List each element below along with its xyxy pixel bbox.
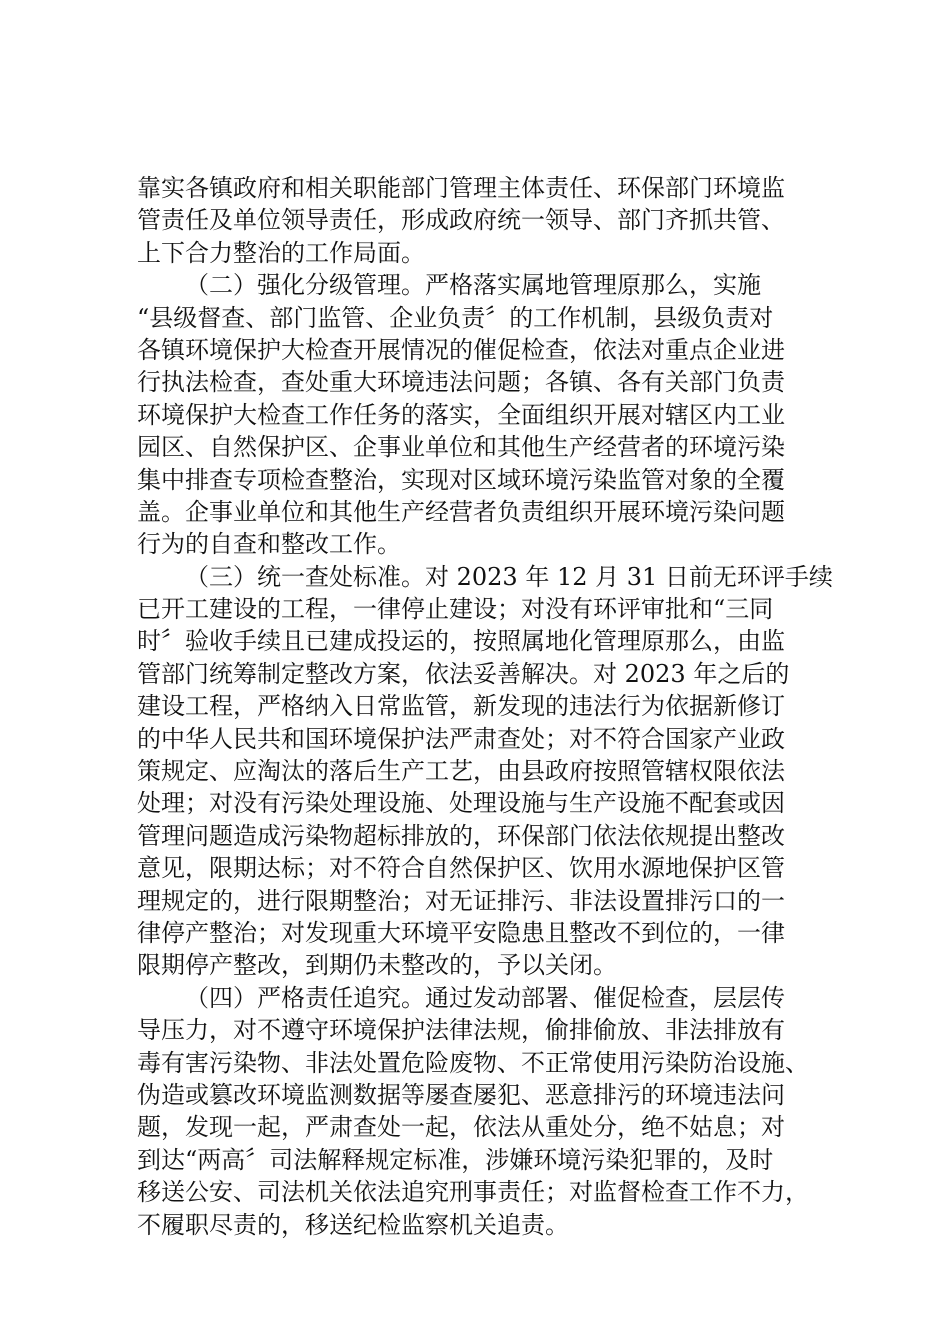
text-line: （二）强化分级管理。严格落实属地管理原那么，实施	[185, 271, 761, 300]
text-line: 盖。企事业单位和其他生产经营者负责组织开展环境污染问题	[137, 497, 785, 526]
text-line: 伪造或篡改环境监测数据等屡查屡犯、恶意排污的环境违法问	[137, 1080, 785, 1109]
paragraph-section-4	[137, 982, 827, 1241]
text-line: 靠实各镇政府和相关职能部门管理主体责任、环保部门环境监	[137, 174, 785, 202]
text-line: 导压力，对不遵守环境保护法律法规，偷排偷放、非法排放有	[137, 1016, 785, 1045]
text-line: 题，发现一起，严肃查处一起，依法从重处分，绝不姑息；对	[137, 1113, 785, 1142]
text-line: 策规定、应淘汰的落后生产工艺，由县政府按照管辖权限依法	[137, 757, 785, 786]
text-line: 各镇环境保护大检查开展情况的催促检查，依法对重点企业进	[137, 335, 785, 364]
text-line: 建设工程，严格纳入日常监管，新发现的违法行为依据新修订	[137, 692, 785, 721]
paragraph-section-3	[137, 561, 833, 982]
text-line: “县级督查、部门监管、企业负责〞的工作机制，县级负责对	[137, 303, 774, 332]
text-line: 移送公安、司法机关依法追究刑事责任；对监督检查工作不力，	[137, 1178, 809, 1207]
text-line: （四）严格责任追究。通过发动部署、催促检查，层层传	[185, 983, 785, 1012]
text-line: 限期停产整改，到期仍未整改的，予以关闭。	[137, 951, 617, 980]
paragraph-section-2	[137, 269, 827, 561]
text-line: 已开工建设的工程，一律停止建设；对没有环评审批和“三同	[137, 595, 774, 624]
text-line: 上下合力整治的工作局面。	[137, 238, 425, 267]
text-line: 行为的自查和整改工作。	[137, 530, 401, 559]
document-body	[137, 172, 833, 1241]
text-line: 园区、自然保护区、企事业单位和其他生产经营者的环境污染	[137, 433, 785, 462]
text-line: 处理；对没有污染处理设施、处理设施与生产设施不配套或因	[137, 789, 785, 818]
text-line: 理规定的，进行限期整治；对无证排污、非法设置排污口的一	[137, 886, 785, 915]
text-line: 律停产整治；对发现重大环境平安隐患且整改不到位的，一律	[137, 918, 785, 947]
text-line: 时〞验收手续且已建成投运的，按照属地化管理原那么，由监	[137, 627, 785, 656]
paragraph-continuation	[137, 172, 827, 269]
text-line: 管部门统筹制定整改方案，依法妥善解决。对 2023 年之后的	[137, 659, 790, 688]
text-line: 行执法检查，查处重大环境违法问题；各镇、各有关部门负责	[137, 368, 785, 397]
text-line: 管责任及单位领导责任，形成政府统一领导、部门齐抓共管、	[137, 206, 785, 235]
text-line: 到达“两高〞司法解释规定标准，涉嫌环境污染犯罪的，及时	[137, 1145, 774, 1174]
text-line: 的中华人民共和国环境保护法严肃查处；对不符合国家产业政	[137, 724, 785, 753]
text-line: 毒有害污染物、非法处置危险废物、不正常使用污染防治设施、	[137, 1048, 809, 1077]
text-line: 意见，限期达标；对不符合自然保护区、饮用水源地保护区管	[137, 854, 785, 883]
text-line: 不履职尽责的，移送纪检监察机关追责。	[137, 1210, 569, 1239]
text-line: 集中排查专项检查整治，实现对区域环境污染监管对象的全覆	[137, 465, 785, 494]
text-line: （三）统一查处标准。对 2023 年 12 月 31 日前无环评手续	[185, 562, 833, 591]
text-line: 管理问题造成污染物超标排放的，环保部门依法依规提出整改	[137, 821, 785, 850]
text-line: 环境保护大检查工作任务的落实，全面组织开展对辖区内工业	[137, 400, 785, 429]
